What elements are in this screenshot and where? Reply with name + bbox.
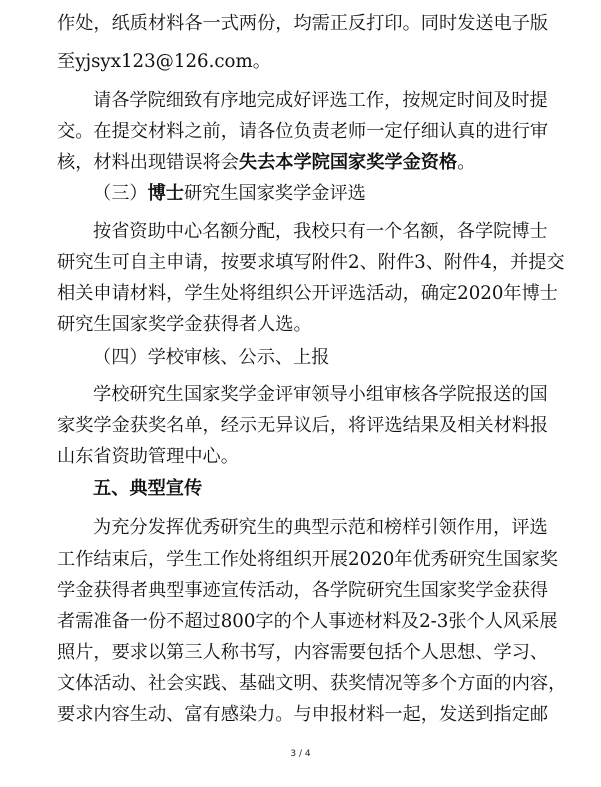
text-line: 作处，纸质材料各一式两份，均需正反打印。同时发送电子版 <box>57 13 549 34</box>
section-heading-3 <box>93 179 547 209</box>
text-line-mixed <box>57 148 547 178</box>
heading-prefix: （三） <box>93 183 148 204</box>
text-line: 按省资助中心名额分配，我校只有一个名额，各学院博士 <box>93 221 548 242</box>
text-span: 。 <box>457 152 476 173</box>
text-line: 文体活动、社会实践、基础文明、获奖情况等多个方面的内容， <box>57 673 567 694</box>
text-span: 核，材料出现错误将会 <box>57 152 239 173</box>
section-heading-4: （四）学校审核、公示、上报 <box>93 347 330 368</box>
heading-rest: 研究生国家奖学金评选 <box>183 183 366 204</box>
heading-bold-word: 博士 <box>147 183 184 204</box>
text-line: 要求内容生动、富有感染力。与申报材料一起，发送到指定邮 <box>57 704 549 725</box>
text-line: 学校研究生国家奖学金评审领导小组审核各学院报送的国 <box>93 384 548 405</box>
text-line: 相关申请材料，学生处将组织公开评选活动，确定2020年博士 <box>57 283 558 304</box>
text-line: 请各学院细致有序地完成好评选工作，按规定时间及时提 <box>93 90 548 111</box>
text-line-email: 至yjsyx123@126.com。 <box>57 51 271 72</box>
text-line: 为充分发挥优秀研究生的典型示范和榜样引领作用，评选 <box>93 517 548 538</box>
text-line: 山东省资助管理中心。 <box>57 446 239 467</box>
text-line: 照片，要求以第三人称书写，内容需要包括个人思想、学习、 <box>57 642 549 663</box>
section-heading-5: 五、典型宣传 <box>93 478 203 499</box>
bold-emphasis-text: 失去本学院国家奖学金资格 <box>238 152 458 173</box>
text-line: 工作结束后，学生工作处将组织开展2020年优秀研究生国家奖 <box>57 549 558 570</box>
text-line: 家奖学金获奖名单，经示无异议后，将评选结果及相关材料报 <box>57 415 549 436</box>
text-line: 学金获得者典型事迹宣传活动，各学院研究生国家奖学金获得 <box>57 580 549 601</box>
page-number: 3 / 4 <box>290 749 311 759</box>
text-line: 研究生国家奖学金获得者人选。 <box>57 314 312 335</box>
text-line: 研究生可自主申请，按要求填写附件2、附件3、附件4，并提交 <box>57 252 565 273</box>
text-line: 者需准备一份不超过800字的个人事迹材料及2-3张个人风采展 <box>57 611 558 632</box>
text-line: 交。在提交材料之前，请各位负责老师一定仔细认真的进行审 <box>57 121 549 142</box>
